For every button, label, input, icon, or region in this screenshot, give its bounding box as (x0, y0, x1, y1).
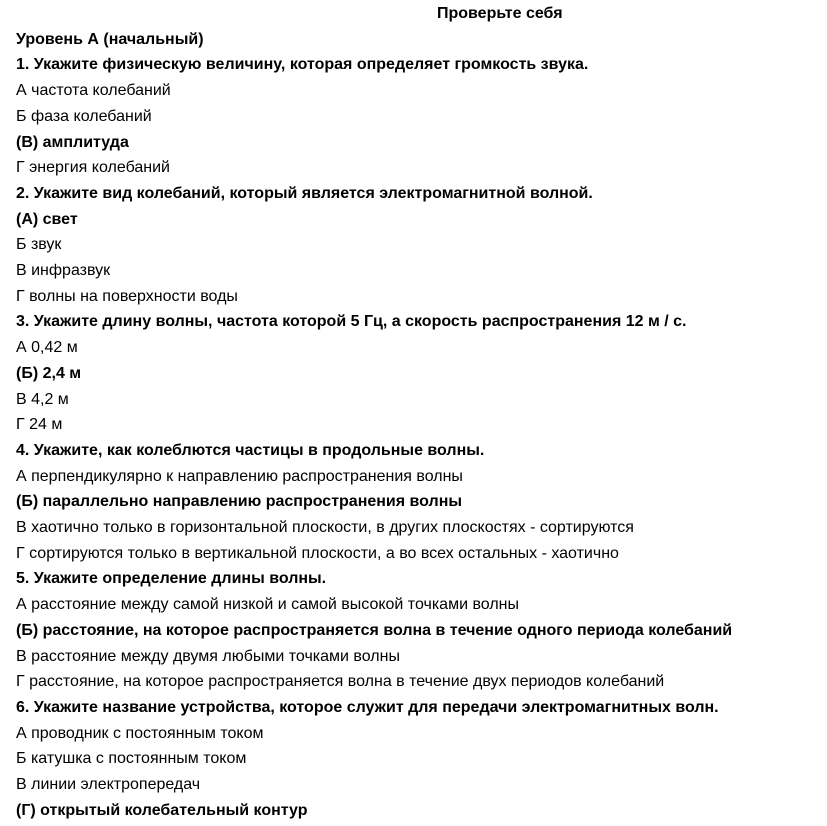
correct-answer: (А) свет (16, 210, 78, 228)
correct-answer: (Б) расстояние, на которое распространяется волна в течение одного периода колебаний (16, 621, 733, 639)
question-heading: 5. Укажите определение длины волны. (16, 570, 327, 588)
page-title: Проверьте себя (437, 5, 563, 22)
correct-answer: (Б) параллельно направлению распространения волны (16, 493, 463, 511)
question-heading: Уровень А (начальный) (16, 30, 204, 48)
answer-option: А частота колебаний (16, 82, 171, 100)
question-heading: 2. Укажите вид колебаний, который является электромагнитной волной. (16, 184, 593, 202)
answer-option: В хаотично только в горизонтальной плоскости, в других плоскостях - сортируются (16, 519, 634, 537)
question-heading: 4. Укажите, как колеблются частицы в продольные волны. (16, 441, 485, 459)
answer-option: Б фаза колебаний (16, 107, 152, 125)
answer-option: Б катушка с постоянным током (16, 750, 247, 768)
question-heading: 6. Укажите название устройства, которое служит для передачи электромагнитных волн. (16, 698, 719, 716)
answer-option: А 0,42 м (16, 339, 78, 357)
answer-option: В линии электропередач (16, 776, 201, 794)
answer-option: Г энергия колебаний (16, 159, 170, 177)
answer-option: Б звук (16, 236, 62, 254)
answer-option: В расстояние между двумя любыми точками волны (16, 647, 400, 665)
answer-option: В 4,2 м (16, 390, 69, 408)
correct-answer: (Б) 2,4 м (16, 364, 82, 382)
answer-option: А перпендикулярно к направлению распространения волны (16, 467, 463, 485)
answer-option: А проводник с постоянным током (16, 724, 264, 742)
question-heading: 1. Укажите физическую величину, которая определяет громкость звука. (16, 56, 589, 74)
answer-option: Г сортируются только в вертикальной плоскости, а во всех остальных - хаотично (16, 544, 619, 562)
answer-option: В инфразвук (16, 262, 111, 280)
answer-option: Г волны на поверхности воды (16, 287, 238, 305)
answer-option: А расстояние между самой низкой и самой высокой точками волны (16, 596, 519, 614)
correct-answer: (Г) открытый колебательный контур (16, 801, 308, 819)
question-heading: 3. Укажите длину волны, частота которой 5 Гц, а скорость распространения 12 м / с. (16, 313, 687, 331)
document (16, 0, 811, 824)
answer-option: Г 24 м (16, 416, 63, 434)
answer-option: Г расстояние, на которое распространяется волна в течение двух периодов колебаний (16, 673, 665, 691)
question-list (16, 27, 811, 824)
correct-answer: (В) амплитуда (16, 133, 129, 151)
